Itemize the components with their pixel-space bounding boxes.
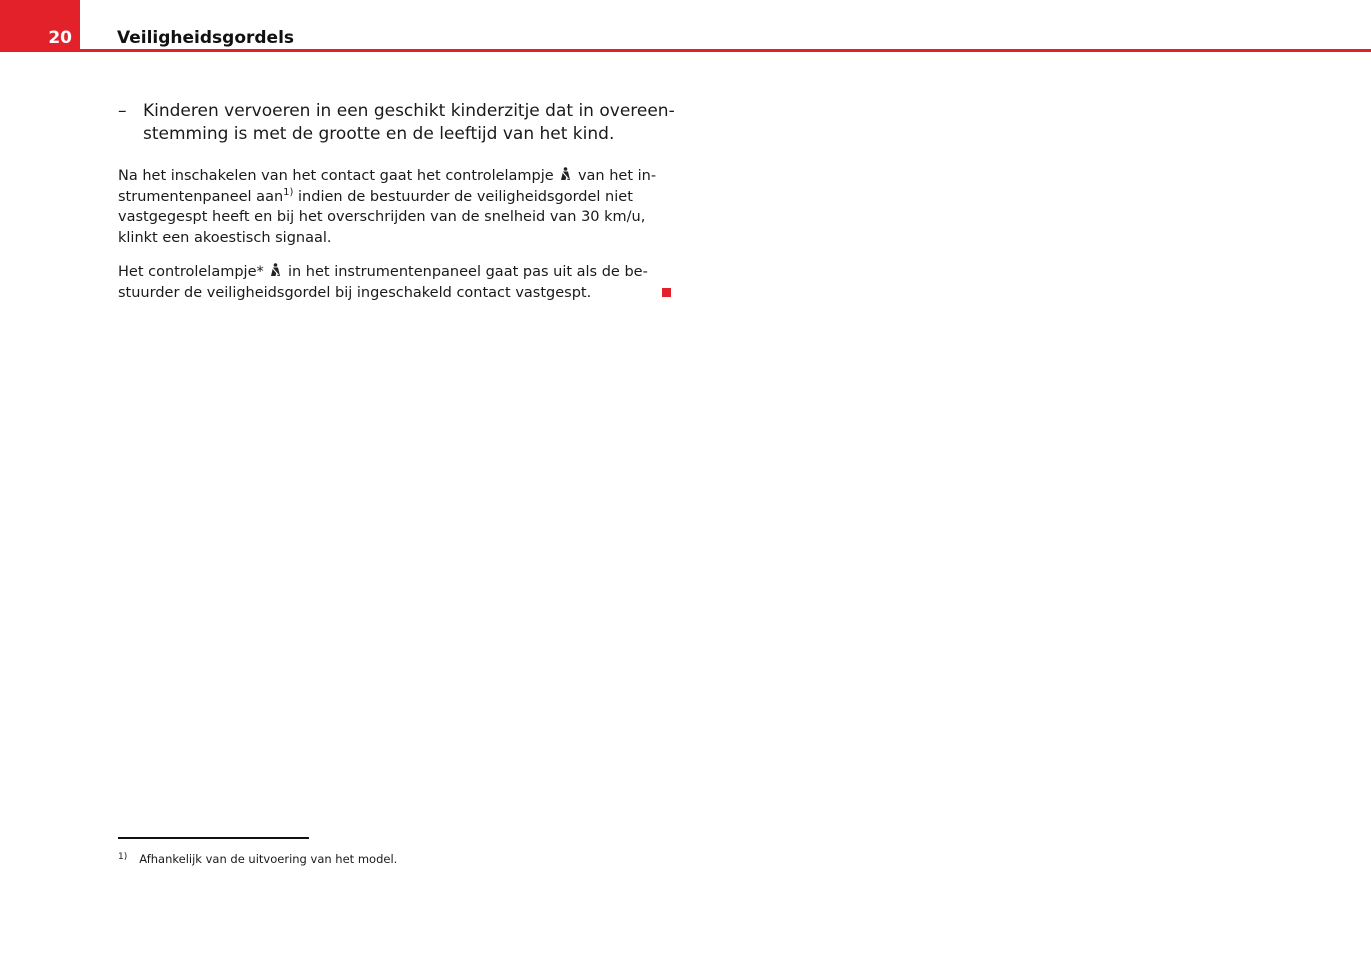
- main-content: [118, 100, 675, 317]
- footnote: [118, 849, 397, 867]
- seatbelt-warning-icon: [270, 263, 281, 278]
- text-segment: Na het inschakelen van het contact gaat het controlelampje: [118, 168, 554, 184]
- paragraph-seatbelt-warning: [118, 166, 657, 248]
- paragraph-line: [118, 166, 657, 187]
- bullet-dash: –: [118, 101, 127, 121]
- text-segment: Het controlelampje*: [118, 264, 264, 280]
- paragraph-line: [118, 262, 648, 283]
- text-segment: van het in-: [577, 168, 657, 184]
- footnote-mark: 1): [118, 852, 128, 862]
- paragraph-lamp-off: [118, 262, 648, 303]
- page-number-box: [0, 0, 80, 52]
- list-item: [118, 100, 675, 146]
- footnote-rule: [118, 837, 309, 839]
- footnote-text: Afhankelijk van de uitvoering van het model.: [139, 852, 398, 866]
- seatbelt-warning-icon: [560, 167, 571, 182]
- text-segment: indien de bestuurder de veiligheidsgordel niet: [293, 188, 633, 205]
- text-segment: in het instrumentenpaneel gaat pas uit als de be-: [287, 264, 648, 280]
- section-end-marker-icon: [662, 288, 671, 297]
- bullet-line-1: Kinderen vervoeren in een geschikt kinderzitje dat in overeen-: [143, 101, 675, 121]
- paragraph-line: stuurder de veiligheidsgordel bij ingeschakeld contact vastgespt.: [118, 284, 592, 301]
- page-title: Veiligheidsgordels: [117, 28, 295, 48]
- paragraph-line: klinkt een akoestisch signaal.: [118, 229, 332, 246]
- paragraph-line: [118, 187, 648, 208]
- header-rule: [80, 49, 1371, 52]
- paragraph-line: vastgegespt heeft en bij het overschrijden van de snelheid van 30 km/u,: [118, 209, 646, 225]
- page-number: 20: [48, 28, 72, 48]
- footnote-reference: 1): [283, 186, 294, 198]
- bullet-line-2: stemming is met de grootte en de leeftijd van het kind.: [143, 124, 615, 144]
- text-segment: strumentenpaneel aan: [118, 188, 284, 205]
